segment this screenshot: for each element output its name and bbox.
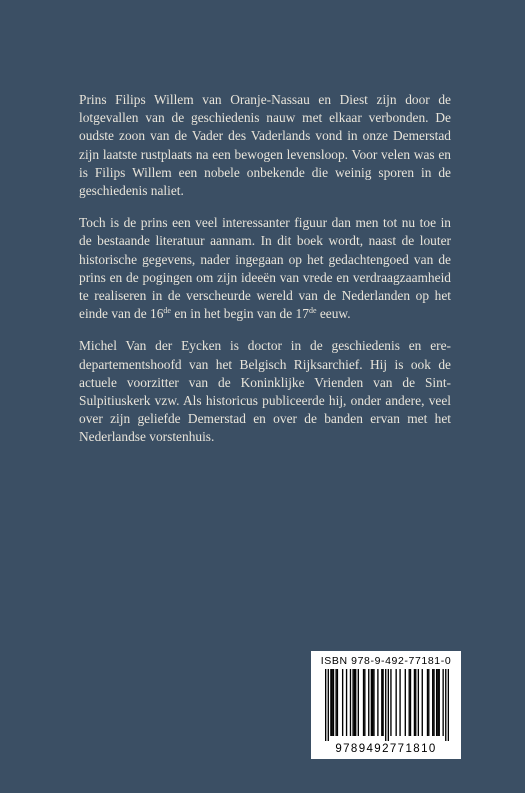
barcode-bar (385, 669, 386, 741)
barcode-bars (325, 669, 449, 741)
barcode-bar (382, 669, 383, 736)
barcode-bar (377, 669, 378, 736)
barcode-bar (437, 669, 438, 736)
blurb-text (79, 91, 451, 461)
barcode-bar (364, 669, 365, 736)
barcode-bar (333, 669, 334, 736)
barcode-bar (415, 669, 416, 736)
barcode-bar (388, 669, 389, 741)
barcode-bar (428, 669, 429, 736)
barcode-bar (355, 669, 356, 736)
barcode-bar (354, 669, 355, 736)
barcode-bar (368, 669, 369, 736)
barcode-digits: 9789492771810 (335, 743, 437, 755)
barcode-bar (335, 669, 336, 736)
barcode-bar (422, 669, 423, 736)
isbn-label: ISBN 978-9-492-77181-0 (320, 655, 452, 667)
paragraph-author-bio: Michel Van der Eycken is doctor in de geschiedenis en ere-departementshoofd van het Belgisch Rijksarchief. Hij is ook de actuele voorzitter van de Koninklijke Vrienden van de Sint-Sulpitiuskerk vzw. Als historicus publiceerde hij, onder andere, veel over zijn geliefde Demerstad en over de banden ervan met het Nederlandse vorstenhuis. (79, 338, 451, 445)
barcode-bar (390, 669, 391, 736)
barcode-bar (328, 669, 329, 741)
barcode-bar (395, 669, 396, 736)
barcode-bar (439, 669, 440, 736)
barcode-bar (363, 669, 364, 736)
barcode-bar (337, 669, 338, 736)
paragraph-intro: Prins Filips Willem van Oranje-Nassau en Diest zijn door de lotgevallen van de geschiedenis nauw met elkaar verbonden. De oudste zoon van de Vader des Vaderlands vond in onze Demerstad zijn laatste rustplaats na een bewogen levensloop. Voor velen was en is Filips Willem een nobele onbekende die weinig sporen in de geschiedenis naliet. (79, 92, 451, 199)
barcode-bar (330, 669, 331, 736)
barcode-bar (352, 669, 353, 736)
barcode-bar (372, 669, 373, 736)
barcode-bar (371, 669, 372, 736)
summary-text-main: Toch is de prins een veel interessanter figuur dan men tot nu toe in de bestaande literatuur aannam. In dit boek wordt, naast de louter historische gegevens, nader ingegaan op het gedachtengoed van de prins en de pogingen om zijn ideeën van vrede en verdraagzaamheid te realiseren in de verscheurde wereld van de Nederlanden op het einde van de 16 (79, 215, 451, 322)
barcode-bar (373, 669, 374, 736)
barcode-bar (409, 669, 410, 736)
barcode-bar (332, 669, 333, 736)
barcode-bar (325, 669, 326, 741)
barcode-bar (346, 669, 347, 736)
barcode-bar (433, 669, 434, 736)
barcode-bar (350, 669, 351, 736)
barcode-bar (414, 669, 415, 736)
barcode-bar (427, 669, 428, 736)
barcode-bar (418, 669, 419, 736)
century-suffix-16: de (163, 306, 171, 316)
paragraph-book-summary (79, 214, 451, 323)
barcode-bar (448, 669, 449, 741)
summary-text-mid: en in het begin van de 17 (170, 306, 309, 322)
barcode-bar (399, 669, 400, 736)
barcode-bar (342, 669, 343, 736)
barcode-bar (358, 669, 359, 736)
barcode-bar (432, 669, 433, 736)
barcode-bar (405, 669, 406, 736)
barcode-bar (445, 669, 446, 741)
barcode-bar (442, 669, 443, 736)
century-suffix-17: de (308, 306, 317, 316)
summary-text-end: eeuw. (316, 306, 351, 322)
isbn-barcode (311, 651, 461, 759)
barcode-bar (381, 669, 382, 736)
barcode-bar (410, 669, 411, 736)
barcode-bar (436, 669, 437, 736)
